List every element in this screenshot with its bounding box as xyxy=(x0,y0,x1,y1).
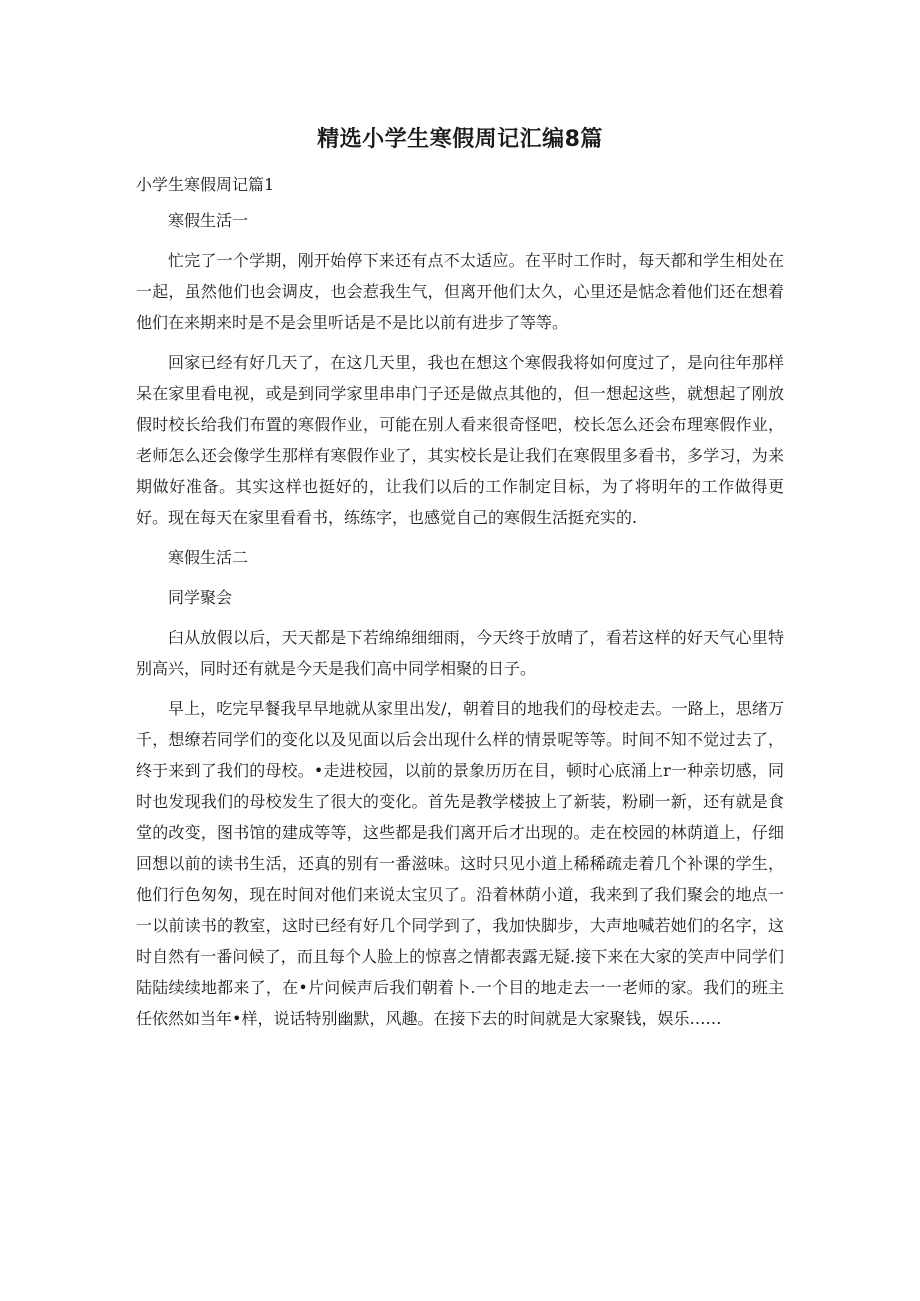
document-body xyxy=(136,205,784,1043)
body-paragraph: 臼从放假以后，天天都是下若绵绵细细雨，今天终于放晴了，看若这样的好天气心里特别高兴，同时还有就是今天是我们高中同学相聚的日子。 xyxy=(136,628,784,678)
subheading-classmate-reunion: 同学聚会 xyxy=(168,588,233,607)
body-paragraph: 早上，吃完早餐我早早地就从家里出发/，朝着目的地我们的母校走去。一路上，思绪万千，想缭若同学们的变化以及见面以后会出现什么样的情景呢等等。时间不知不觉过去了，终于来到了我们的母校。•走进校园，以前的景象历历在目，顿时心底涌上r一种亲切感，同时也发现我们的母校发生了很大的变化。首先是教学楼披上了新装，粉刷一新，还有就是食堂的改变，图书馆的建成等等，这些都是我们离开后才出现的。走在校园的林荫道上，仔细回想以前的读书生活，还真的别有一番滋味。这时只见小道上稀稀疏走着几个补课的学生，他们行色匆匆，现在时间对他们来说太宝贝了。沿着林荫小道，我来到了我们聚会的地点一一以前读书的教室，这时已经有好几个同学到了，我加快脚步，大声地喊若她们的名字，这时自然有一番问候了，而且每个人脸上的惊喜之情都表露无疑.接下来在大家的笑声中同学们陆陆续续地都来了，在•片问候声后我们朝着卜.一个目的地走去一一老师的家。我们的班主任依然如当年•样，说话特别幽默，风趣。在接下去的时间就是大家聚钱，娱乐…… xyxy=(136,699,784,1028)
document-title: 精选小学生寒假周记汇编8篇 xyxy=(317,127,603,152)
subheading-winter-life-two: 寒假生活二 xyxy=(168,548,249,567)
body-paragraph: 忙完了一个学期，刚开始停下来还有点不太适应。在平时工作时，每天都和学生相处在一起，虽然他们也会调皮，也会惹我生气，但离开他们太久，心里还是惦念着他们还在想着他们在来期来时是不是会里听话是不是比以前有进步了等等。 xyxy=(136,251,784,332)
body-paragraph: 回家已经有好几天了，在这几天里，我也在想这个寒假我将如何度过了，是向往年那样呆在家里看电视，或是到同学家里串串门子还是做点其他的，但一想起这些，就想起了刚放假时校长给我们布置的寒假作业，可能在别人看来很奇怪吧，校长怎么还会布理寒假作业，老师怎么还会像学生那样有寒假作业了，其实校长是让我们在寒假里多看书，多学习，为来期做好准备。其实这样也挺好的，让我们以后的工作制定目标，为了将明年的工作做得更好。现在每天在家里看看书，练练字，也感觉自己的寒假生活挺充实的. xyxy=(136,353,784,527)
section-heading: 小学生寒假周记篇1 xyxy=(136,175,275,194)
subheading-winter-life-one: 寒假生活一 xyxy=(168,211,249,230)
